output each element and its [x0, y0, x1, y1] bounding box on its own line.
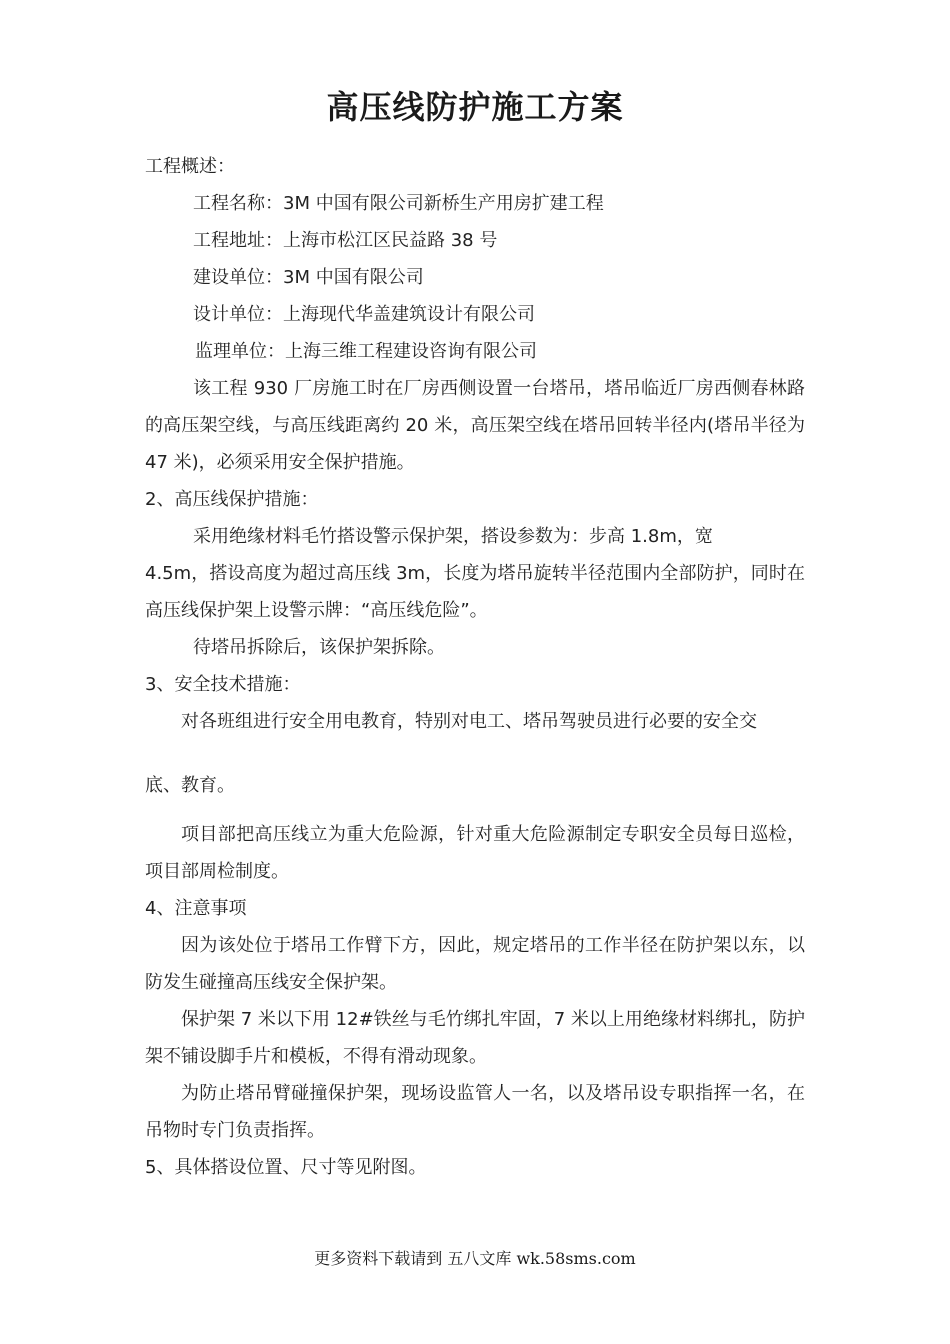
section-4-paragraph-1: 因为该处位于塔吊工作臂下方，因此，规定塔吊的工作半径在防护架以东，以防发生碰撞高压线安全保护架。 [145, 935, 805, 993]
section-4-heading: 4、注意事项 [145, 898, 247, 919]
section-5-heading: 5、具体搭设位置、尺寸等见附图。 [145, 1157, 427, 1178]
section-2-removal: 待塔吊拆除后，该保护架拆除。 [193, 637, 445, 658]
page-title: 高压线防护施工方案 [326, 88, 624, 126]
section-3-paragraph-2: 项目部把高压线立为重大危险源，针对重大危险源制定专职安全员每日巡检，项目部周检制度。 [145, 824, 805, 882]
paragraph-gap [145, 804, 805, 816]
project-name: 工程名称：3M 中国有限公司新桥生产用房扩建工程 [193, 193, 604, 214]
overview-paragraph: 该工程 930 厂房施工时在厂房西侧设置一台塔吊，塔吊临近厂房西侧春林路的高压架空线，与高压线距离约 20 米，高压架空线在塔吊回转半径内(塔吊半径为 47 米)，必须采用安全保护措施。 [145, 378, 805, 473]
overview-heading: 工程概述： [145, 156, 235, 177]
section-2-heading: 2、高压线保护措施： [145, 489, 319, 510]
section-2-line-1: 采用绝缘材料毛竹搭设警示保护架，搭设参数为：步高 1.8m，宽 [193, 526, 713, 547]
section-3-heading: 3、安全技术措施： [145, 674, 301, 695]
document-body [145, 148, 805, 1186]
section-2-paragraph: 4.5m，搭设高度为超过高压线 3m，长度为塔吊旋转半径范围内全部防护，同时在高压线保护架上设警示牌：“高压线危险”。 [145, 563, 805, 621]
builder-unit: 建设单位：3M 中国有限公司 [193, 267, 424, 288]
section-4-paragraph-3: 为防止塔吊臂碰撞保护架，现场设监管人一名，以及塔吊设专职指挥一名，在吊物时专门负责指挥。 [145, 1083, 805, 1141]
section-3-line-1: 对各班组进行安全用电教育，特别对电工、塔吊驾驶员进行必要的安全交 [181, 711, 757, 732]
section-3-line-1-continued: 底、教育。 [145, 775, 235, 796]
supervisor-unit: 监理单位：上海三维工程建设咨询有限公司 [195, 341, 537, 362]
footer-link-text: 更多资料下载请到 五八文库 wk.58sms.com [314, 1249, 636, 1268]
designer-unit: 设计单位：上海现代华盖建筑设计有限公司 [193, 304, 535, 325]
project-address: 工程地址：上海市松江区民益路 38 号 [193, 230, 498, 251]
section-4-paragraph-2: 保护架 7 米以下用 12#铁丝与毛竹绑扎牢固，7 米以上用绝缘材料绑扎，防护架不铺设脚手片和模板，不得有滑动现象。 [145, 1009, 805, 1067]
paragraph-gap [145, 740, 805, 767]
